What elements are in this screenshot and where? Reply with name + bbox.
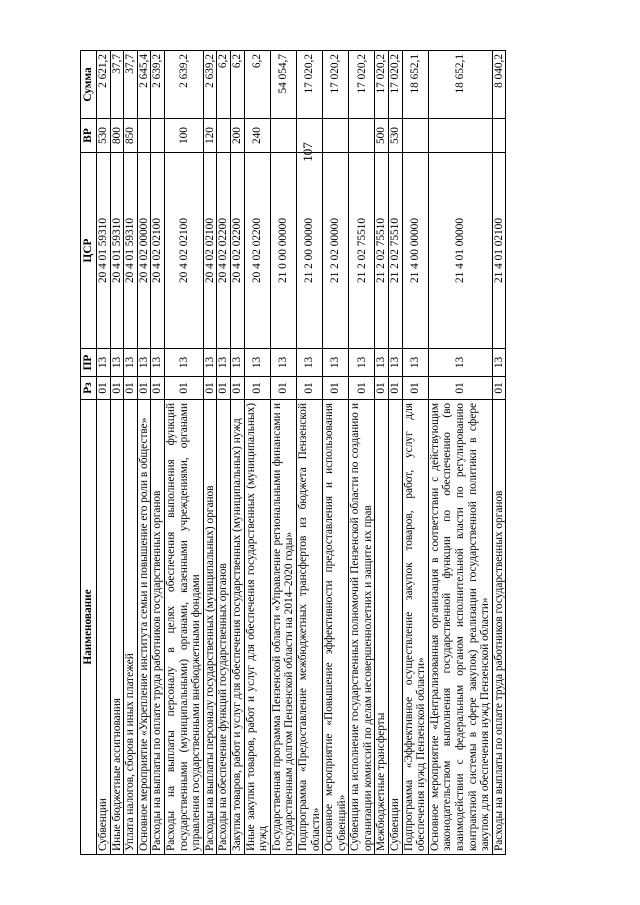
cell-csr: 21 2 02 75510	[375, 153, 389, 349]
cell-rz: 01	[217, 377, 231, 400]
cell-sum: 18 652,1	[428, 51, 492, 119]
table-row	[217, 51, 231, 855]
cell-csr: 20 4 01 59310	[110, 153, 124, 349]
table-row	[203, 51, 217, 855]
cell-vr: 500	[375, 119, 389, 153]
cell-pr: 13	[203, 349, 217, 377]
cell-csr: 21 0 00 00000	[270, 153, 296, 349]
cell-vr	[428, 119, 492, 153]
cell-sum: 17 020,2	[296, 51, 322, 119]
cell-rz: 01	[110, 377, 124, 400]
cell-rz: 01	[296, 377, 322, 400]
cell-csr: 20 4 02 02200	[230, 153, 244, 349]
cell-name: Основное мероприятие «Централизованная организация в соответствии с действующим законодательством выполнения государственной функции по обеспечению (во взаимодействии с федеральным органом исполнительной власти по регулированию контрактной системы в сфере закупок) реализации государственной политики в сфере закупок для обеспечения нужд Пензенской области»	[428, 400, 492, 855]
cell-sum: 2 621,2	[97, 51, 111, 119]
table-row	[323, 51, 349, 855]
table-row	[270, 51, 296, 855]
cell-name: Расходы на выплаты персоналу в целях обеспечения выполнения функций государственными (муниципальными) органами, казенными учреждениями, органами управления государственными внебюджетными фондами	[164, 400, 203, 855]
cell-name: Расходы на выплаты персоналу государственных (муниципальных) органов	[203, 400, 217, 855]
cell-name: Основное мероприятие «Повышение эффективности предоставления и использования субвенций»	[323, 400, 349, 855]
cell-vr: 100	[164, 119, 203, 153]
cell-rz: 01	[230, 377, 244, 400]
cell-csr: 21 4 00 00000	[402, 153, 428, 349]
cell-pr: 13	[151, 349, 165, 377]
cell-sum: 2 639,2	[203, 51, 217, 119]
cell-pr: 13	[97, 349, 111, 377]
cell-sum: 6,2	[244, 51, 270, 119]
cell-sum: 6,2	[230, 51, 244, 119]
table-row	[137, 51, 151, 855]
cell-name: Иные закупки товаров, работ и услуг для обеспечения государственных (муниципальных) нужд	[244, 400, 270, 855]
table-row	[296, 51, 322, 855]
cell-rz: 01	[402, 377, 428, 400]
table-body	[97, 51, 506, 855]
cell-pr: 13	[323, 349, 349, 377]
rotated-page	[80, 51, 585, 855]
cell-csr: 20 4 02 02200	[244, 153, 270, 349]
cell-csr: 21 2 00 00000	[296, 153, 322, 349]
cell-vr	[270, 119, 296, 153]
budget-table	[80, 50, 506, 855]
cell-pr: 13	[492, 349, 506, 377]
cell-rz: 01	[349, 377, 375, 400]
cell-vr: 530	[97, 119, 111, 153]
cell-rz: 01	[164, 377, 203, 400]
cell-pr: 13	[230, 349, 244, 377]
cell-csr: 20 4 01 59310	[97, 153, 111, 349]
cell-rz: 01	[270, 377, 296, 400]
cell-pr: 13	[389, 349, 403, 377]
cell-csr: 20 4 02 02100	[164, 153, 203, 349]
cell-pr: 13	[428, 349, 492, 377]
header-row	[81, 51, 97, 855]
cell-csr: 20 4 02 02100	[203, 153, 217, 349]
cell-sum: 17 020,2	[349, 51, 375, 119]
header-rz: Рз	[81, 377, 97, 400]
table-row	[402, 51, 428, 855]
cell-vr	[492, 119, 506, 153]
cell-pr: 13	[164, 349, 203, 377]
cell-sum: 2 639,2	[164, 51, 203, 119]
cell-rz: 01	[151, 377, 165, 400]
cell-csr: 20 4 02 00000	[137, 153, 151, 349]
cell-vr: 200	[230, 119, 244, 153]
cell-name: Субвенции на исполнение государственных полномочий Пензенской области по созданию и организации комиссий по делам несовершеннолетних и защите их прав	[349, 400, 375, 855]
cell-rz: 01	[323, 377, 349, 400]
cell-sum: 8 040,2	[492, 51, 506, 119]
cell-csr: 21 2 02 75510	[349, 153, 375, 349]
cell-vr: 240	[244, 119, 270, 153]
cell-name: Межбюджетные трансферты	[375, 400, 389, 855]
cell-vr	[217, 119, 231, 153]
table-row	[389, 51, 403, 855]
table-row	[492, 51, 506, 855]
cell-name: Субвенции	[389, 400, 403, 855]
cell-sum: 2 645,4	[137, 51, 151, 119]
cell-vr: 120	[203, 119, 217, 153]
cell-name: Иные бюджетные ассигнования	[110, 400, 124, 855]
cell-vr	[349, 119, 375, 153]
table-row	[349, 51, 375, 855]
table-row	[164, 51, 203, 855]
cell-csr: 21 4 01 00000	[428, 153, 492, 349]
header-vr: ВР	[81, 119, 97, 153]
cell-name: Субвенции	[97, 400, 111, 855]
table-row	[244, 51, 270, 855]
cell-csr: 21 2 02 00000	[323, 153, 349, 349]
cell-pr: 13	[270, 349, 296, 377]
cell-pr: 13	[217, 349, 231, 377]
cell-sum: 2 639,2	[151, 51, 165, 119]
cell-sum: 37,7	[110, 51, 124, 119]
cell-rz: 01	[389, 377, 403, 400]
cell-vr	[323, 119, 349, 153]
cell-pr: 13	[124, 349, 138, 377]
cell-name: Уплата налогов, сборов и иных платежей	[124, 400, 138, 855]
cell-rz: 01	[124, 377, 138, 400]
cell-name: Расходы на обеспечение функций государственных органов	[217, 400, 231, 855]
cell-rz: 01	[203, 377, 217, 400]
cell-name: Подпрограмма «Предоставление межбюджетных трансфертов из бюджета Пензенской области»	[296, 400, 322, 855]
cell-sum: 17 020,2	[323, 51, 349, 119]
cell-rz: 01	[375, 377, 389, 400]
table-row	[375, 51, 389, 855]
cell-sum: 6,2	[217, 51, 231, 119]
cell-vr: 530	[389, 119, 403, 153]
cell-name: Государственная программа Пензенской области «Управление региональными финансами и государственным долгом Пензенской области на 2014–2020 годы»	[270, 400, 296, 855]
cell-csr: 21 4 01 02100	[492, 153, 506, 349]
cell-pr: 13	[296, 349, 322, 377]
cell-name: Подпрограмма «Эффективное осуществление закупок товаров, работ, услуг для обеспечения нужд Пензенской области»	[402, 400, 428, 855]
cell-vr: 850	[124, 119, 138, 153]
table-row	[97, 51, 111, 855]
cell-csr: 20 4 02 02100	[151, 153, 165, 349]
table-row	[124, 51, 138, 855]
cell-rz: 01	[97, 377, 111, 400]
cell-name: Основное мероприятие «Укрепление института семьи и повышение его роли в обществе»	[137, 400, 151, 855]
cell-pr: 13	[402, 349, 428, 377]
cell-pr: 13	[375, 349, 389, 377]
cell-csr: 20 4 02 02200	[217, 153, 231, 349]
header-sum: Сумма	[81, 51, 97, 119]
table-row	[428, 51, 492, 855]
cell-sum: 37,7	[124, 51, 138, 119]
cell-sum: 17 020,2	[389, 51, 403, 119]
page-number-text: 107	[300, 142, 315, 162]
cell-vr	[402, 119, 428, 153]
cell-csr: 20 4 01 59310	[124, 153, 138, 349]
header-pr: ПР	[81, 349, 97, 377]
cell-csr: 21 2 02 75510	[389, 153, 403, 349]
cell-name: Расходы на выплаты по оплате труда работников государственных органов	[492, 400, 506, 855]
table-row	[151, 51, 165, 855]
cell-rz: 01	[492, 377, 506, 400]
cell-sum: 17 020,2	[375, 51, 389, 119]
table-row	[230, 51, 244, 855]
cell-sum: 18 652,1	[402, 51, 428, 119]
cell-rz: 01	[428, 377, 492, 400]
cell-rz: 01	[244, 377, 270, 400]
cell-pr: 13	[137, 349, 151, 377]
header-name: Наименование	[81, 400, 97, 855]
cell-rz: 01	[137, 377, 151, 400]
cell-name: Закупка товаров, работ и услуг для обеспечения государственных (муниципальных) нужд	[230, 400, 244, 855]
cell-pr: 13	[110, 349, 124, 377]
cell-sum: 54 054,7	[270, 51, 296, 119]
cell-name: Расходы на выплаты по оплате труда работников государственных органов	[151, 400, 165, 855]
cell-pr: 13	[244, 349, 270, 377]
cell-vr	[137, 119, 151, 153]
table-row	[110, 51, 124, 855]
cell-vr	[151, 119, 165, 153]
cell-pr: 13	[349, 349, 375, 377]
cell-vr	[296, 119, 322, 153]
header-csr: ЦСР	[81, 153, 97, 349]
cell-vr: 800	[110, 119, 124, 153]
